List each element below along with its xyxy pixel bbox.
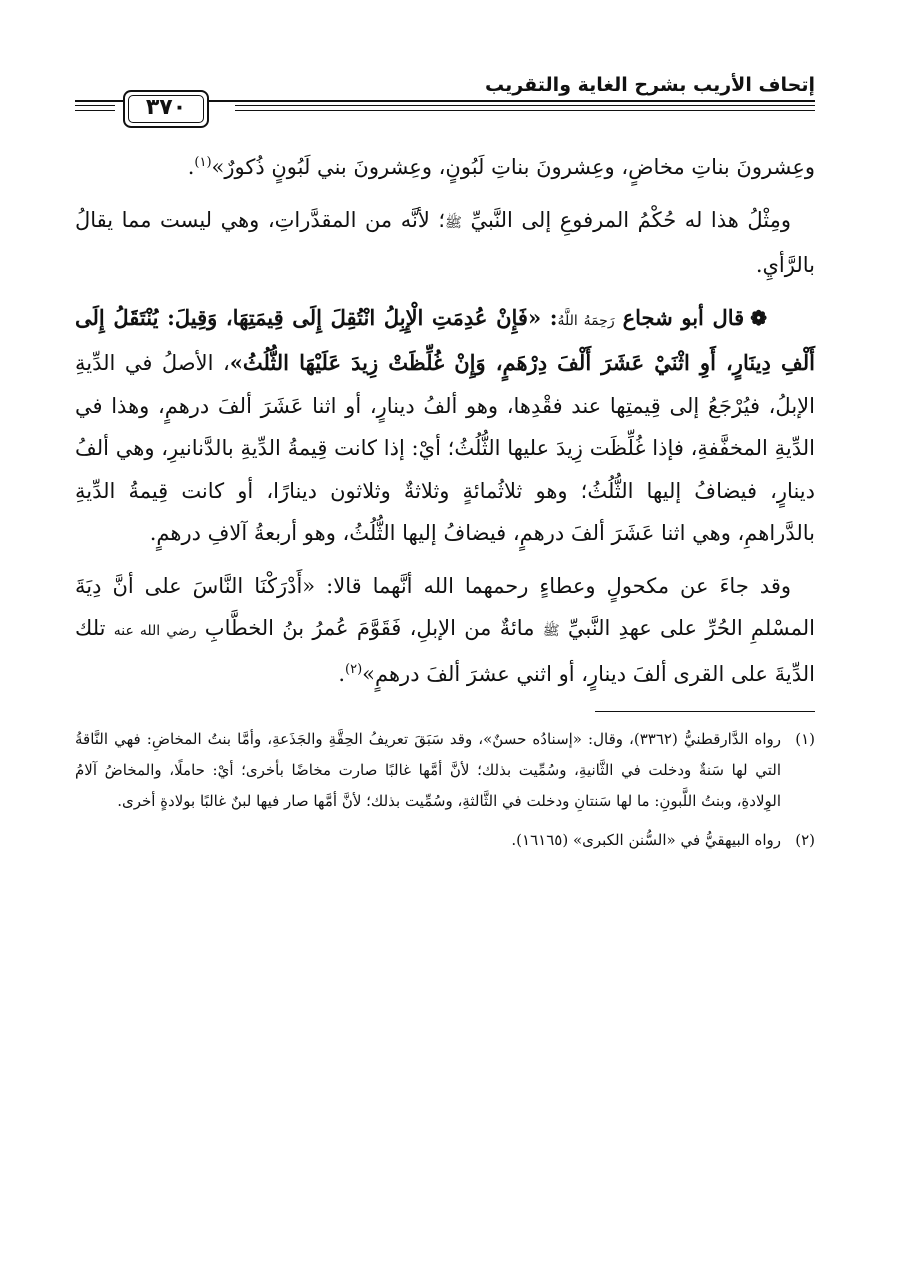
footnote-ref-2[interactable]: (٢)	[345, 661, 363, 677]
paragraph-2	[75, 199, 815, 287]
header-double-rule-right	[235, 105, 815, 111]
page-number-frame	[123, 90, 209, 128]
paragraph-1-end: .	[187, 155, 195, 179]
header-double-rule-left	[75, 105, 115, 111]
footnote-1	[75, 724, 815, 817]
footnotes	[75, 724, 815, 856]
paragraph-4	[75, 565, 815, 696]
page-header	[75, 70, 815, 132]
footnote-ref-1[interactable]: (١)	[194, 155, 212, 170]
footnote-text: رواه البيهقيُّ في «السُّنن الكبرى» (١٦١٦٥).	[511, 831, 781, 849]
paragraph-4-text-a: وقد جاءَ عن مكحولٍ وعطاءٍ رحمهما الله أنَّهما قالا: «أَدْرَكْنَا النَّاسَ على أنَّ دِيَةَ المسْلمِ الحُرِّ على عهدِ النَّبيِّ	[75, 573, 815, 640]
paragraph-1	[75, 146, 815, 189]
flower-ornament-icon: ❁	[750, 305, 767, 330]
author-label: قال أبو شجاع	[622, 304, 745, 330]
book-page	[75, 70, 815, 1220]
book-title: إتحاف الأريب بشرح الغاية والتقريب	[485, 74, 815, 96]
paragraph-2-text-b: ؛ لأنَّه من المقدَّراتِ، وهي ليست مما يقالُ بالرَّأيِ.	[75, 207, 815, 277]
companion-honorific: رضي الله عنه	[113, 623, 197, 639]
footnote-text: رواه الدَّارقطنيُّ (٣٣٦٢)، وقال: «إسنادُه حسنٌ»، وقد سَبَقَ تعريفُ الحِقَّةِ والجَذَعةِ، وأمَّا بنتُ المخاضِ: فهي النَّاقةُ التي لها سَنةٌ ودخلت في الثَّانيةِ، وسُمِّيت بذلك؛ لأنَّ أمَّها غالبًا صارت مخاضًا بأخرى؛ أيْ: حاملًا، والمخاضُ آلامُ الوِلادةِ، وبنتُ اللَّبونِ: ما لها سَنتانِ ودخلت في الثَّالثةِ، وسُمِّيت بذلك؛ لأنَّ أمَّها صار فيها لبنٌ غالبًا بولادةٍ أخرى.	[75, 730, 781, 810]
matn-quote: : «فَإِنْ عُدِمَتِ الْإِبِلُ انْتُقِلَ إِلَى قِيمَتِهَا، وَقِيلَ: يُنْتَقَلُ إِلَى أَلْفِ دِينَارٍ، أَوِ اثْنَيْ عَشَرَ أَلْفَ دِرْهَمٍ، وَإِنْ غُلِّظَتْ زِيدَ عَلَيْهَا الثُّلُثُ»	[75, 304, 815, 375]
salutation-glyph: ﷺ	[445, 214, 462, 231]
footnote-2	[75, 825, 815, 856]
paragraph-3	[75, 297, 815, 555]
paragraph-2-text-a: ومِثْلُ هذا له حُكْمُ المرفوعِ إلى النَّبيِّ	[470, 207, 791, 232]
footnote-number: (٢)	[795, 831, 815, 849]
paragraph-4-text-c: تلك الدِّيةَ على القرى ألفَ دينارٍ، أو اثني عشرَ ألفَ درهمٍ»	[75, 616, 815, 686]
paragraph-1-text: وعِشرونَ بناتِ مخاضٍ، وعِشرونَ بناتِ لَبُونٍ، وعِشرونَ بني لَبُونٍ ذُكورٌ»	[211, 155, 815, 179]
page-number: ٣٧٠	[145, 95, 187, 120]
paragraph-4-end: .	[338, 661, 346, 686]
main-text	[75, 146, 815, 695]
salutation-glyph-2: ﷺ	[542, 623, 560, 639]
footnote-number: (١)	[795, 730, 815, 748]
footnote-separator	[595, 711, 815, 712]
author-honorific: رَحِمَهُ اللَّهُ	[557, 312, 615, 329]
paragraph-3-commentary: ، الأصلُ في الدِّيةِ الإبلُ، فيُرْجَعُ إلى قِيمتِها عند فقْدِها، وهو ألفُ دينارٍ، أو اثنا عَشَرَ ألفَ درهمٍ، وهذا في الدِّيةِ المخفَّفةِ، فإذا غُلِّظَت زِيدَ عليها الثُّلُثُ؛ أيْ: إذا كانت قِيمةُ الدِّيةِ بالدَّنانيرِ، وهي ألفُ دينارٍ، فيضافُ إليها الثُّلُثُ؛ وهو ثلاثُمائةٍ وثلاثةٌ وثلاثون دينارًا، أو كانت قِيمةُ الدِّيةِ بالدَّراهمِ، وهي اثنا عَشَرَ ألفَ درهمٍ، فيضافُ إليها الثُّلُثُ، وهو أربعةُ آلافِ درهمٍ.	[75, 351, 815, 545]
paragraph-4-text-b: مائةٌ من الإبلِ، فَقَوَّمَ عُمرُ بنُ الخطَّابِ	[204, 616, 535, 640]
